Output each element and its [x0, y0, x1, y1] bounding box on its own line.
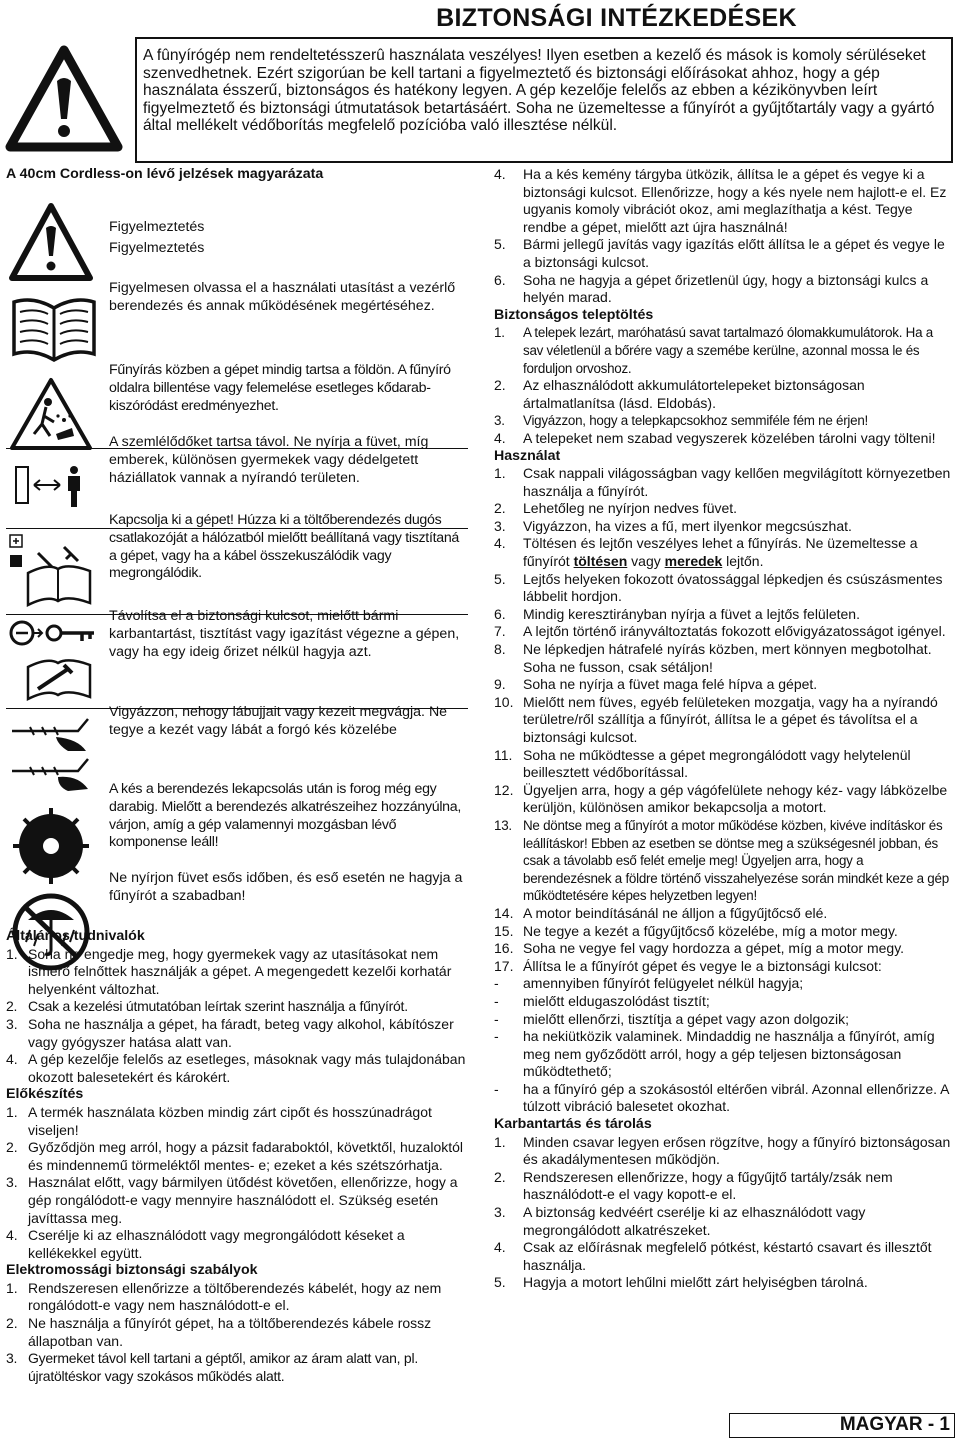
section-heading: Elektromossági biztonsági szabályok [6, 1262, 258, 1279]
list-item: - mielőtt ellenőrzi, tisztítja a gépet vagy azon dolgozik; [494, 1010, 850, 1027]
open-book-icon [8, 294, 100, 366]
list-item: 3. Soha ne használja a gépet, ha fáradt, beteg vagy alkohol, kábítószer vagy gyógyszer hatása alatt van. [6, 1015, 454, 1050]
right-column [494, 166, 954, 1292]
thrown-objects-icon [8, 376, 94, 452]
list-item: 2. Az elhasználódott akkumulátortelepeket biztonságosan ártalmatlanítsa (lásd. Eldobás). [494, 377, 865, 411]
list-item: 11. Soha ne működtesse a gépet megrongálódott vagy helytelenül beillesztett védőborítással. [494, 746, 911, 781]
list-item: 2. Ne használja a fűnyírót gépet, ha a töltőberendezés kábele rossz állapotban van. [6, 1315, 432, 1349]
symbol-text: Figyelmeztetés [109, 239, 205, 256]
list-item: 14. A motor beindításánál ne álljon a fűgyűjtőcső elé. [494, 904, 828, 921]
symbol-text: Ne nyírjon füvet esős időben, és eső esetén ne hagyja a fűnyírót a szabadban! [109, 870, 463, 904]
symbol-text: A kés a berendezés lekapcsolás után is forog még egy darabig. Mielőtt a berendezés alkatrészeihez hozzányúlna, várjon, amíg a gép valamennyi mozgásban lévő komponense leáll! [109, 781, 461, 851]
section-heading: Biztonságos teleptöltés [494, 306, 654, 323]
list-item: 1. Minden csavar legyen erősen rögzítve, hogy a fűnyíró biztonságosan és akadálymentesen működjön. [494, 1133, 951, 1168]
symbol-text: Kapcsolja ki a gépet! Húzza ki a töltőberendezés dugós csatlakozóját a hálózatból mielőtt beállítaná vagy tisztítaná a gépet, vagy ha a kábel összekuszálódik vagy megrongálódik. [109, 512, 460, 582]
symbol-text: Figyelmesen olvassa el a használati utasítást a vezérlő berendezés és annak működésének megértéséhez. [109, 280, 456, 314]
list-item: 5. Lejtős helyeken fokozott óvatossággal lépkedjen és csúszásmentes lábbelit hordjon. [494, 570, 943, 605]
list-item: 9. Soha ne nyírja a füvet maga felé hípva a gépet. [494, 676, 818, 693]
list-item: 3. A biztonság kedvéért cserélje ki az elhasználódott vagy megrongálódott alkatrészeket. [494, 1204, 866, 1238]
section-heading: Általános tudnivalók [6, 928, 145, 944]
list-item: 1. Rendszeresen ellenőrizze a töltőberendezés kábelét, hogy az nem rongálódott-e vagy nem használódott-e el. [6, 1279, 442, 1314]
section-heading: Használat [494, 447, 561, 464]
keep-distance-icon [8, 463, 94, 513]
warning-triangle-icon [8, 202, 94, 282]
unplug-manual-icon [8, 533, 100, 611]
list-item: 15. Ne tegye a kezét a fűgyűjtőcső közelébe, míg a motor megy. [494, 922, 898, 939]
left-lists [6, 928, 468, 1385]
symbols-heading: A 40cm Cordless-on lévő jelzések magyarázata [6, 166, 324, 182]
list-item: 3. Gyermeket távol kell tartani a géptől, amikor az áram alatt van, pl. újratöltéskor vagy szokásos működés alatt. [6, 1350, 418, 1384]
list-item: 8. Ne lépkedjen hátrafelé nyírás közben, mert könnyen megbotolhat. Soha ne fusson, csak sétáljon! [494, 641, 932, 675]
rotating-blade-icon [8, 804, 94, 888]
list-item: 4. Ha a kés kemény tárgyba ütközik, állítsa le a gépet és vegye ki a biztonsági kulcsot. Ellenőrizze, hogy a kés nyele nem hajlott-e el. Ez ugyanis komoly vibrációt okoz, ami meglazíthatja a kést. Tegye rendbe a gépet, mielőtt azt újra használná! [494, 166, 947, 235]
list-item: 7. A lejtőn történő irányváltoztatás fokozott elővigyázatosságot igényel. [494, 623, 946, 640]
list-item: - mielőtt eldugaszolódást tisztít; [494, 992, 710, 1009]
list-item: 6. Soha ne hagyja a gépet őrizetlenül úgy, hogy a biztonsági kulcs a helyén marad. [494, 271, 929, 306]
list-item: 1. A telepek lezárt, maróhatású savat tartalmazó ólomakkumulátorok. Ha a sav véletlenül a bőrére vagy a szemébe kerülne, azonnal mossa le és forduljon orvoshoz. [494, 325, 933, 376]
list-item: 2. Csak a kezelési útmutatóban leírtak szerint használja a fűnyírót. [6, 998, 408, 1015]
section-heading: Karbantartás és tárolás [494, 1116, 652, 1133]
section-heading: Előkészítés [6, 1086, 84, 1103]
remove-key-icon [8, 619, 100, 703]
intro-warning-box: A fûnyírógép nem rendeltetésszerû használata veszélyes! Ilyen esetben a kezelő és mások is komoly sérüléseket szenvedhetnek. Ezért szigorúan be kell tartani a figyelmeztető és biztonsági előírásokat ahhoz, hogy a gép használata ésszerű, biztonságos és hatékony legyen. A gép kezelője felelős az ebben a kézikönyvben leírt figyelmeztető és biztonsági útmutatások betartásáért. Soha ne üzemeltesse a fűnyírót a gyűjtőtartály vagy a gyártó által mellékelt védőborítás megfelelő pozícióba való illesztése nélkül. [135, 37, 953, 163]
symbol-text: Figyelmeztetés [109, 219, 205, 235]
list-item: 16. Soha ne vegye fel vagy hordozza a gépet, míg a motor megy. [494, 940, 905, 957]
list-item: 17. Állítsa le a fűnyírót gépet és vegye le a biztonsági kulcsot: [494, 957, 882, 974]
list-item: 4. Csak az előírásnak megfelelő pótkést, késtartó csavart és illesztőt használja. [494, 1239, 932, 1273]
symbol-text: A szemlélődőket tartsa távol. Ne nyírja a füvet, míg emberek, különösen gyermekek vagy dédelgetett háziállatok vannak a nyírandó területen. [109, 434, 429, 486]
list-item: - ha nekiütközik valaminek. Mindaddig ne használja a fűnyírót, amíg meg nem győződött arról, hogy a gép teljesen biztonságosan működtethető; [494, 1028, 935, 1080]
blade-hazard-icon [8, 715, 100, 795]
list-item: 3. Használat előtt, vagy bármilyen ütődést követően, ellenőrizze, hogy a gép rongálódott-e vagy mennyire használódott el. Szükség esetén javíttassa meg. [6, 1174, 458, 1226]
list-item: 10. Mielőtt nem füves, egyéb felületeken mozgatja, vagy ha a nyírandó területre/ről szállítja a fűnyírót, állítsa le a gépet és távolítsa el a biztonsági kulcsot. [494, 693, 938, 745]
list-item: 2. Lehetőleg ne nyírjon nedves füvet. [494, 500, 738, 517]
list-item: 5. Hagyja a motort lehűlni mielőtt zárt helyiségben tárolná. [494, 1274, 868, 1291]
list-item: 2. Rendszeresen ellenőrizze, hogy a fűgyűjtő tartály/zsák nem használódott-e el vagy kopott-e el. [494, 1168, 893, 1203]
symbol-text: Fűnyírás közben a gépet mindig tartsa a földön. A fűnyíró oldalra billentése vagy felemelése esetleges kődarab-kiszóródást eredményezhet. [109, 362, 451, 414]
warning-triangle-icon [5, 45, 123, 153]
list-item: 5. Bármi jellegű javítás vagy igazítás előtt állítsa le a gépet és vegye le a biztonsági kulcsot. [494, 236, 945, 270]
symbol-text: Távolítsa el a biztonsági kulcsot, mielőtt bármi karbantartást, tisztítást vagy igazítást végezne a gépen, vagy ha egy ideig őrizet nélkül hagyja azt. [109, 608, 460, 660]
page-title: BIZTONSÁGI INTÉZKEDÉSEK [436, 4, 797, 32]
page-footer-label: MAGYAR - 1 [729, 1413, 955, 1438]
list-item: 1. Csak nappali világosságban vagy kellően megvilágított környezetben használja a fűnyírót. [494, 465, 951, 499]
list-item: 2. Győződjön meg arról, hogy a pázsit fadaraboktól, követktől, huzaloktól és mindennemű törmeléktől mentes- e; ezeket a kés szétszórhatja. [6, 1139, 464, 1173]
list-item: 4. A telepeket nem szabad vegyszerek közelében tárolni vagy tölteni! [494, 429, 936, 446]
list-item: 12. Ügyeljen arra, hogy a gép vágófelülete nehogy kéz- vagy lábközelbe kerüljön, különösen amikor bekapcsolja a motort. [494, 781, 948, 816]
list-item: - amennyiben fűnyírót felügyelet nélkül hagyja; [494, 975, 804, 992]
list-item: 1. A termék használata közben mindig zárt cipőt és hosszúnadrágot viseljen! [6, 1103, 432, 1138]
list-item: 3. Vigyázzon, ha vizes a fű, mert ilyenkor megcsúszhat. [494, 517, 852, 534]
list-item: 4. Cserélje ki az elhasználódott vagy megrongálódott késeket a kellékekkel együtt. [6, 1227, 405, 1261]
symbol-text: Vigyázzon, nehogy lábujjait vagy kezeit megvágja. Ne tegye a kezét vagy lábát a forgó kés közelébe [109, 704, 448, 738]
list-item: - ha a fűnyíró gép a szokásostól eltérően vibrál. Azonnal ellenőrizze. A túlzott vibráció balesetet okozhat. [494, 1080, 949, 1115]
list-item: 4. Töltésen és lejtőn veszélyes lehet a fűnyírás. Ne üzemeltesse a fűnyírót töltésen vagy meredek lejtőn. [494, 535, 918, 570]
list-item: 4. A gép kezelője felelős az esetleges, másoknak vagy más tulajdonában okozott balesetekért és károkért. [6, 1051, 466, 1085]
list-item: 3. Vigyázzon, hogy a telepkapcsokhoz semmiféle fém ne érjen! [494, 413, 869, 429]
list-item: 13. Ne döntse meg a fűnyírót a motor működése közben, kivéve indításkor és leállításkor! Ebben az esetben se döntse meg a szükségesnél jobban, és csak a távolabb eső felét emelje meg! Ügyeljen arra, hogy a berendezésnek a földre történő visszahelyezése során mindkét keze a gép működtetésére képes helyzetben legyen! [494, 817, 949, 904]
list-item: 1. Soha ne engedje meg, hogy gyermekek vagy az utasításokat nem ismerő felnőttek használják a gépet. A megengedett kezelői korhatár helyenként változhat. [6, 945, 452, 997]
list-item: 6. Mindig keresztirányban nyírja a füvet a lejtős felületen. [494, 605, 860, 622]
